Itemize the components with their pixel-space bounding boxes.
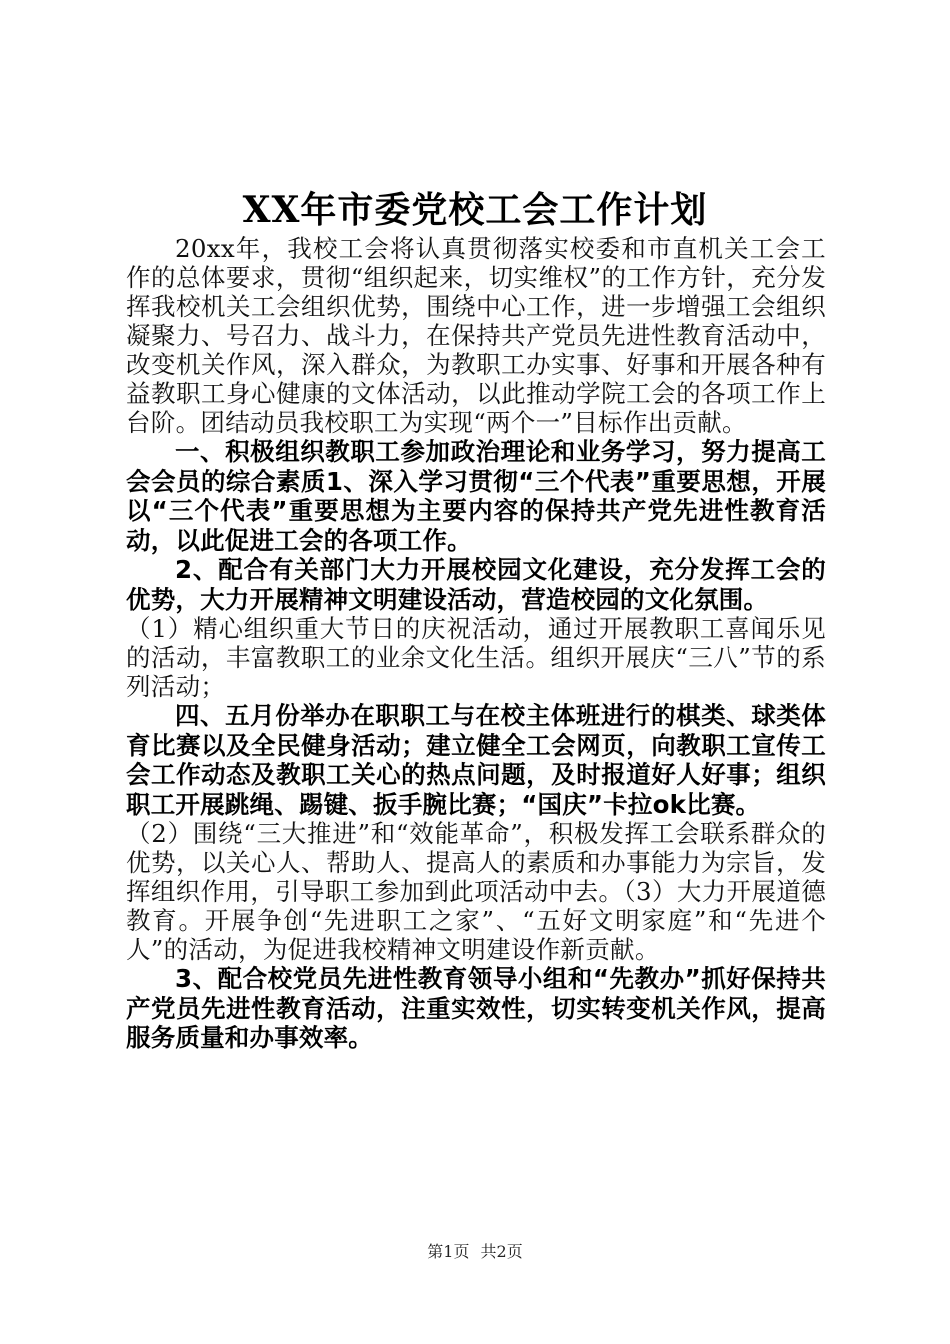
paragraph-section-4: 四、五月份举办在职职工与在校主体班进行的棋类、球类体育比赛以及全民健身活动；建立健全工会网页，向教职工宣传工会工作动态及教职工关心的热点问题，及时报道好人好事；组织职工开展跳绳、踢键、扳手腕比赛；“国庆”卡拉ok比赛。: [126, 701, 826, 819]
document-title: XX年市委党校工会工作计划: [242, 189, 708, 231]
paragraph-section-1: 一、积极组织教职工参加政治理论和业务学习，努力提高工会会员的综合素质1、深入学习贯彻“三个代表”重要思想，开展以“三个代表”重要思想为主要内容的保持共产党先进性教育活动，以此促进工会的各项工作。: [126, 437, 826, 555]
page-total: 共2页: [480, 1242, 523, 1261]
paragraph-subitem-2-3: （2）围绕“三大推进”和“效能革命”，积极发挥工会联系群众的优势，以关心人、帮助人、提高人的素质和办事能力为宗旨，发挥组织作用，引导职工参加到此项活动中去。（3）大力开展道德教育。开展争创“先进职工之家”、“五好文明家庭”和“先进个人”的活动，为促进我校精神文明建设作新贡献。: [126, 819, 826, 964]
paragraph-subitem-1: （1）精心组织重大节日的庆祝活动，通过开展教职工喜闻乐见的活动，丰富教职工的业余文化生活。组织开展庆“三八”节的系列活动；: [126, 614, 826, 701]
paragraph-item-2: 2、配合有关部门大力开展校园文化建设，充分发挥工会的优势，大力开展精神文明建设活动，营造校园的文化氛围。: [126, 555, 826, 614]
document-body: [126, 234, 826, 1053]
page-number: 第1页: [427, 1242, 470, 1261]
paragraph-item-3: 3、配合校党员先进性教育领导小组和“先教办”抓好保持共产党员先进性教育活动，注重实效性，切实转变机关作风，提高服务质量和办事效率。: [126, 964, 826, 1052]
page-footer: [0, 1242, 950, 1262]
paragraph-intro: 20xx年，我校工会将认真贯彻落实校委和市直机关工会工作的总体要求，贯彻“组织起来，切实维权”的工作方针，充分发挥我校机关工会组织优势，围绕中心工作，进一步增强工会组织凝聚力、号召力、战斗力，在保持共产党员先进性教育活动中，改变机关作风，深入群众，为教职工办实事、好事和开展各种有益教职工身心健康的文体活动，以此推动学院工会的各项工作上台阶。团结动员我校职工为实现“两个一”目标作出贡献。: [126, 234, 826, 437]
